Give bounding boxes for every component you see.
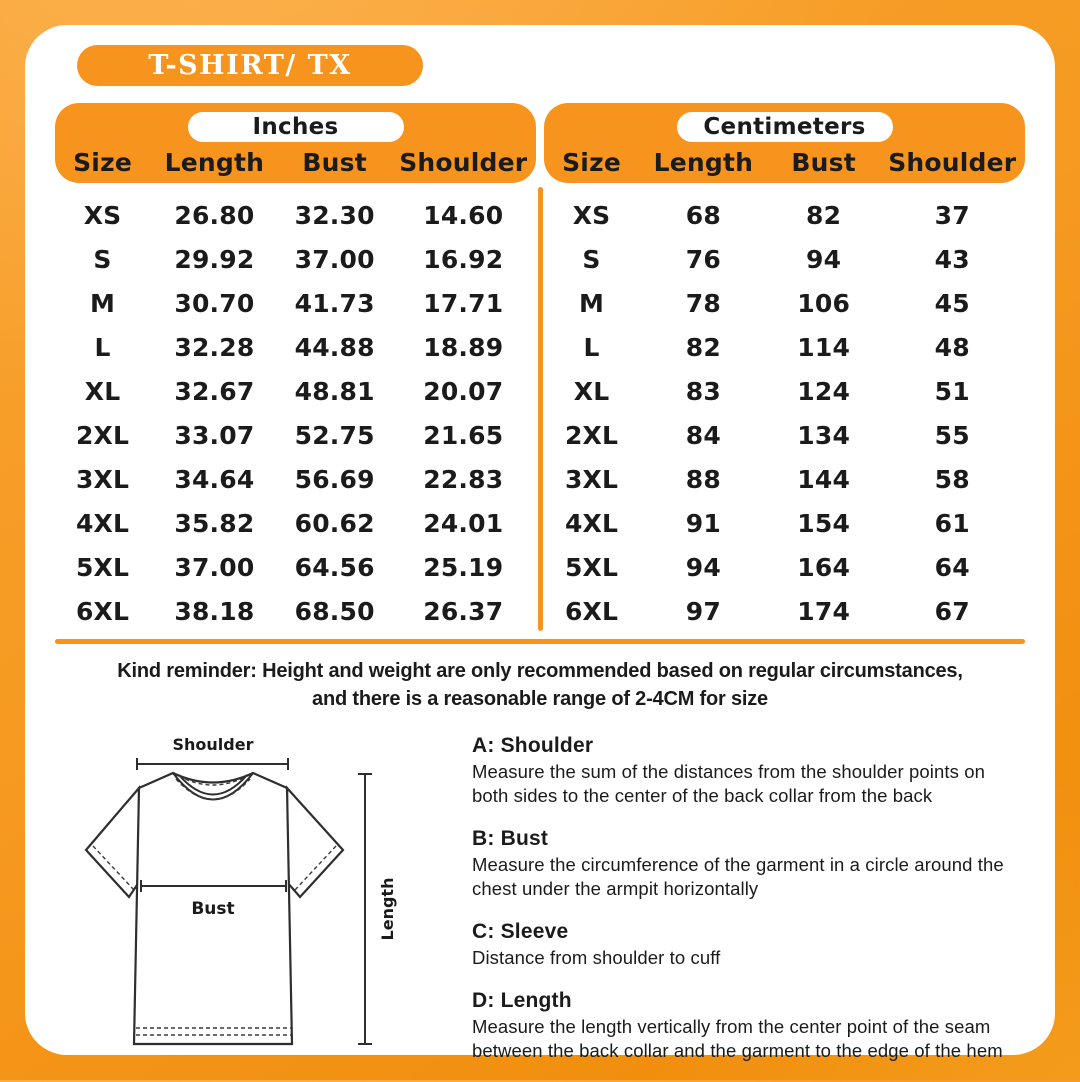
measurement-definitions (460, 722, 1025, 1082)
value-cell: 26.37 (423, 596, 504, 626)
value-cell: 55 (934, 420, 970, 450)
value-cell: 38.18 (174, 596, 255, 626)
value-cell: 32.28 (174, 332, 255, 362)
centimeters-unit-pill (677, 112, 893, 142)
value-cell: 144 (797, 464, 851, 494)
size-cell: 6XL (564, 596, 619, 626)
value-cell: 51 (934, 376, 970, 406)
value-cell: 174 (797, 596, 851, 626)
column-header: Length (653, 148, 754, 177)
shoulder-label: Shoulder (172, 734, 254, 754)
value-cell: 22.83 (423, 464, 504, 494)
definition-item (472, 827, 1025, 901)
size-cell: 5XL (564, 552, 619, 582)
value-cell: 35.82 (174, 508, 255, 538)
reminder-line-2: and there is a reasonable range of 2-4CM for size (312, 688, 768, 711)
size-cell: S (93, 244, 112, 274)
column-header: Bust (302, 148, 367, 177)
size-cell: L (583, 332, 600, 362)
value-cell: 48 (934, 332, 970, 362)
value-cell: 16.92 (423, 244, 504, 274)
value-cell: 88 (685, 464, 721, 494)
definition-item (472, 920, 1025, 970)
centimeters-column-headers (544, 148, 1025, 177)
definition-term: D: Length (472, 989, 572, 1013)
inches-unit-pill (188, 112, 404, 142)
inches-column-headers (55, 148, 536, 177)
size-cell: S (582, 244, 601, 274)
value-cell: 106 (797, 288, 851, 318)
value-cell: 58 (934, 464, 970, 494)
tshirt-left-sleeve (86, 788, 139, 897)
size-tables (55, 103, 1025, 633)
inches-table-header (55, 103, 536, 183)
value-cell: 32.30 (294, 200, 375, 230)
definition-item (472, 989, 1025, 1063)
size-cell: XL (84, 376, 121, 406)
column-header: Shoulder (399, 148, 528, 177)
value-cell: 41.73 (294, 288, 375, 318)
value-cell: 18.89 (423, 332, 504, 362)
size-chart-card (25, 25, 1055, 1062)
table-row (55, 369, 536, 413)
measurement-guide (55, 722, 1025, 1082)
tshirt-right-sleeve (287, 788, 343, 897)
reminder-line-1: Kind reminder: Height and weight are only recommended based on regular circumstances, (117, 660, 963, 682)
value-cell: 52.75 (294, 420, 375, 450)
table-row (55, 457, 536, 501)
size-cell: 2XL (75, 420, 130, 450)
value-cell: 68 (685, 200, 721, 230)
value-cell: 37.00 (174, 552, 255, 582)
value-cell: 154 (797, 508, 851, 538)
table-row (55, 325, 536, 369)
value-cell: 30.70 (174, 288, 255, 318)
size-cell: 3XL (75, 464, 130, 494)
column-header: Size (73, 148, 132, 177)
centimeters-table (544, 103, 1025, 633)
value-cell: 82 (806, 200, 842, 230)
size-cell: XL (573, 376, 610, 406)
definition-desc: Measure the sum of the distances from the shoulder points on both sides to the center of the back collar from the back (472, 760, 985, 806)
definition-desc: Measure the length vertically from the center point of the seam between the back collar and the garment to the edge of the hem (472, 1016, 1003, 1062)
value-cell: 37.00 (294, 244, 375, 274)
value-cell: 24.01 (423, 508, 504, 538)
value-cell: 64.56 (294, 552, 375, 582)
value-cell: 82 (685, 332, 721, 362)
value-cell: 164 (797, 552, 851, 582)
table-row (55, 589, 536, 633)
value-cell: 34.64 (174, 464, 255, 494)
value-cell: 44.88 (294, 332, 375, 362)
value-cell: 124 (797, 376, 851, 406)
table-row (55, 545, 536, 589)
definition-item (472, 734, 1025, 808)
table-row (544, 457, 1025, 501)
size-cell: L (94, 332, 111, 362)
value-cell: 48.81 (294, 376, 375, 406)
length-label: Length (378, 877, 397, 941)
value-cell: 43 (934, 244, 970, 274)
table-row (55, 413, 536, 457)
definition-desc: Measure the circumference of the garment in a circle around the chest under the armpit horizontally (472, 853, 1004, 899)
table-row (544, 501, 1025, 545)
value-cell: 134 (797, 420, 851, 450)
column-header: Length (164, 148, 265, 177)
table-row (55, 281, 536, 325)
table-row (544, 589, 1025, 633)
value-cell: 33.07 (174, 420, 255, 450)
definition-term: A: Shoulder (472, 733, 594, 757)
value-cell: 26.80 (174, 200, 255, 230)
value-cell: 21.65 (423, 420, 504, 450)
value-cell: 68.50 (294, 596, 375, 626)
horizontal-divider (55, 639, 1025, 644)
vertical-divider (538, 187, 543, 631)
table-row (55, 501, 536, 545)
value-cell: 94 (685, 552, 721, 582)
value-cell: 114 (797, 332, 851, 362)
table-row (544, 237, 1025, 281)
product-title-pill (77, 45, 423, 86)
table-row (544, 281, 1025, 325)
size-cell: 4XL (564, 508, 619, 538)
table-row (55, 237, 536, 281)
value-cell: 61 (934, 508, 970, 538)
value-cell: 29.92 (174, 244, 255, 274)
inches-table (55, 103, 536, 633)
value-cell: 60.62 (294, 508, 375, 538)
value-cell: 91 (685, 508, 721, 538)
definition-term: C: Sleeve (472, 919, 569, 943)
size-cell: 2XL (564, 420, 619, 450)
size-cell: XS (83, 200, 122, 230)
inches-table-body (55, 183, 536, 633)
centimeters-unit-label: Centimeters (703, 114, 866, 140)
table-row (544, 545, 1025, 589)
definition-desc: Distance from shoulder to cuff (472, 946, 721, 968)
value-cell: 37 (934, 200, 970, 230)
table-row (544, 413, 1025, 457)
size-cell: 5XL (75, 552, 130, 582)
inches-unit-label: Inches (252, 114, 339, 140)
value-cell: 67 (934, 596, 970, 626)
value-cell: 17.71 (423, 288, 504, 318)
definition-term: B: Bust (472, 826, 549, 850)
value-cell: 32.67 (174, 376, 255, 406)
centimeters-table-header (544, 103, 1025, 183)
column-header: Shoulder (888, 148, 1017, 177)
table-row (55, 193, 536, 237)
value-cell: 25.19 (423, 552, 504, 582)
product-title: T-SHIRT/ TX (148, 50, 352, 81)
table-row (544, 193, 1025, 237)
value-cell: 97 (685, 596, 721, 626)
size-cell: M (579, 288, 605, 318)
value-cell: 84 (685, 420, 721, 450)
size-cell: M (90, 288, 116, 318)
column-header: Bust (791, 148, 856, 177)
size-cell: 3XL (564, 464, 619, 494)
value-cell: 64 (934, 552, 970, 582)
bust-label: Bust (191, 898, 235, 919)
value-cell: 83 (685, 376, 721, 406)
value-cell: 14.60 (423, 200, 504, 230)
size-cell: XS (572, 200, 611, 230)
reminder-text (55, 657, 1025, 714)
value-cell: 78 (685, 288, 721, 318)
value-cell: 94 (806, 244, 842, 274)
value-cell: 20.07 (423, 376, 504, 406)
tshirt-measurement-diagram (55, 722, 460, 1054)
size-cell: 4XL (75, 508, 130, 538)
table-row (544, 325, 1025, 369)
centimeters-table-body (544, 183, 1025, 633)
size-cell: 6XL (75, 596, 130, 626)
value-cell: 45 (934, 288, 970, 318)
value-cell: 76 (685, 244, 721, 274)
value-cell: 56.69 (294, 464, 375, 494)
column-header: Size (562, 148, 621, 177)
table-row (544, 369, 1025, 413)
